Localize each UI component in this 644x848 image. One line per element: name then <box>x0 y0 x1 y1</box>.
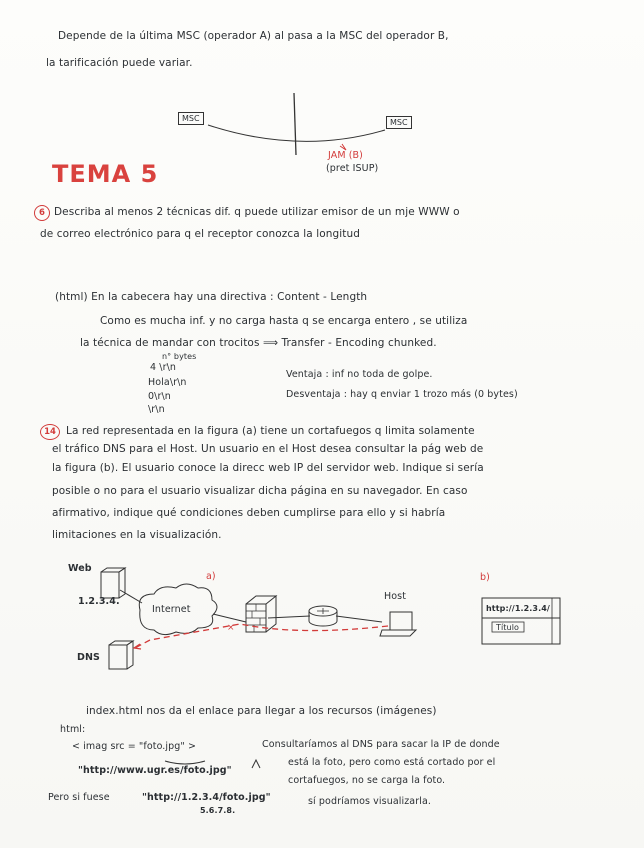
figure-a-label: a) <box>206 571 216 582</box>
a14-html-label: html: <box>60 724 86 735</box>
q14-line-6: limitaciones en la visualización. <box>52 529 222 541</box>
intro-line-2: la tarificación puede variar. <box>46 57 193 69</box>
q14-line-3: la figura (b). El usuario conoce la direcc web IP del servidor web. Indique si sería <box>52 462 484 474</box>
jam-label: JAM (B) <box>328 150 363 161</box>
dns-label: DNS <box>77 652 100 663</box>
question-number-14: 14 <box>40 424 60 440</box>
router-icon <box>309 606 337 626</box>
a14-img-tag: < imag src = "foto.jpg" > <box>72 741 197 752</box>
a14-pero: Pero si fuese <box>48 792 110 803</box>
msc-link <box>208 125 385 141</box>
figure-b-label: b) <box>480 572 490 583</box>
a14-line-1: index.html nos da el enlace para llegar a los recursos (imágenes) <box>86 705 437 717</box>
code-line-1: 4 \r\n <box>150 362 176 373</box>
fw-link <box>213 614 246 622</box>
intro-line-1: Depende de la última MSC (operador A) al pasa a la MSC del operador B, <box>58 30 449 42</box>
host-label: Host <box>384 591 407 602</box>
a14-pero-rest: sí podríamos visualizarla. <box>308 796 432 807</box>
underline <box>165 761 205 764</box>
q14-line-5: afirmativo, indique qué condiciones deben cumplirse para ello y si habría <box>52 507 446 519</box>
browser-url: http://1.2.3.4/ <box>486 604 550 613</box>
code-line-4: \r\n <box>148 404 165 415</box>
web-link <box>120 590 142 603</box>
block-mark-icon: × <box>227 623 235 633</box>
dns-server-icon <box>109 641 133 669</box>
a14-pero-sub: 5.6.7.8. <box>200 806 236 815</box>
web-server-icon <box>101 568 125 598</box>
divider-line <box>294 93 296 155</box>
ip-label: 1.2.3.4. <box>78 596 120 607</box>
question-number-6: 6 <box>34 205 50 221</box>
a14-note-3: cortafuegos, no se carga la foto. <box>288 775 446 786</box>
router-link <box>268 616 310 618</box>
q6-line-1: Describa al menos 2 técnicas dif. q puede utilizar emisor de un mje WWW o <box>54 206 460 218</box>
desventaja: Desventaja : hay q enviar 1 trozo más (0 bytes) <box>286 389 518 400</box>
host-laptop-icon <box>380 612 416 636</box>
a14-note-1: Consultaríamos al DNS para sacar la IP de donde <box>262 739 500 750</box>
browser-title: Título <box>496 623 520 632</box>
section-title: TEMA 5 <box>52 160 159 188</box>
a6-line-3: la técnica de mandar con trocitos ⟹ Transfer - Encoding chunked. <box>80 337 437 349</box>
host-link <box>336 616 382 622</box>
web-label: Web <box>68 563 92 574</box>
firewall-icon <box>246 596 276 632</box>
q14-line-4: posible o no para el usuario visualizar dicha página en su navegador. En caso <box>52 485 468 497</box>
internet-label: Internet <box>152 604 191 615</box>
code-line-3: 0\r\n <box>148 391 171 402</box>
q14-line-1: La red representada en la figura (a) tiene un cortafuegos q limita solamente <box>66 425 475 437</box>
msc-box-left: MSC <box>178 112 204 125</box>
q6-line-2: de correo electrónico para q el receptor conozca la longitud <box>40 228 361 240</box>
nbytes-note: n° bytes <box>162 352 197 361</box>
q14-line-2: el tráfico DNS para el Host. Un usuario en el Host desea consultar la pág web de <box>52 443 484 455</box>
a14-pero-url: "http://1.2.3.4/foto.jpg" <box>142 792 271 803</box>
a14-url: "http://www.ugr.es/foto.jpg" <box>78 765 232 776</box>
up-arrow-icon <box>252 760 260 768</box>
a6-line-2: Como es mucha inf. y no carga hasta q se encarga entero , se utiliza <box>100 315 468 327</box>
code-line-2: Hola\r\n <box>148 377 187 388</box>
jam-sub-label: (pret ISUP) <box>326 163 379 174</box>
a6-line-1: (html) En la cabecera hay una directiva : Content - Length <box>55 291 368 303</box>
msc-box-right: MSC <box>386 116 412 129</box>
dns-blocked-path <box>135 624 388 648</box>
a14-note-2: está la foto, pero como está cortado por el <box>288 757 496 768</box>
ventaja: Ventaja : inf no toda de golpe. <box>286 369 433 380</box>
